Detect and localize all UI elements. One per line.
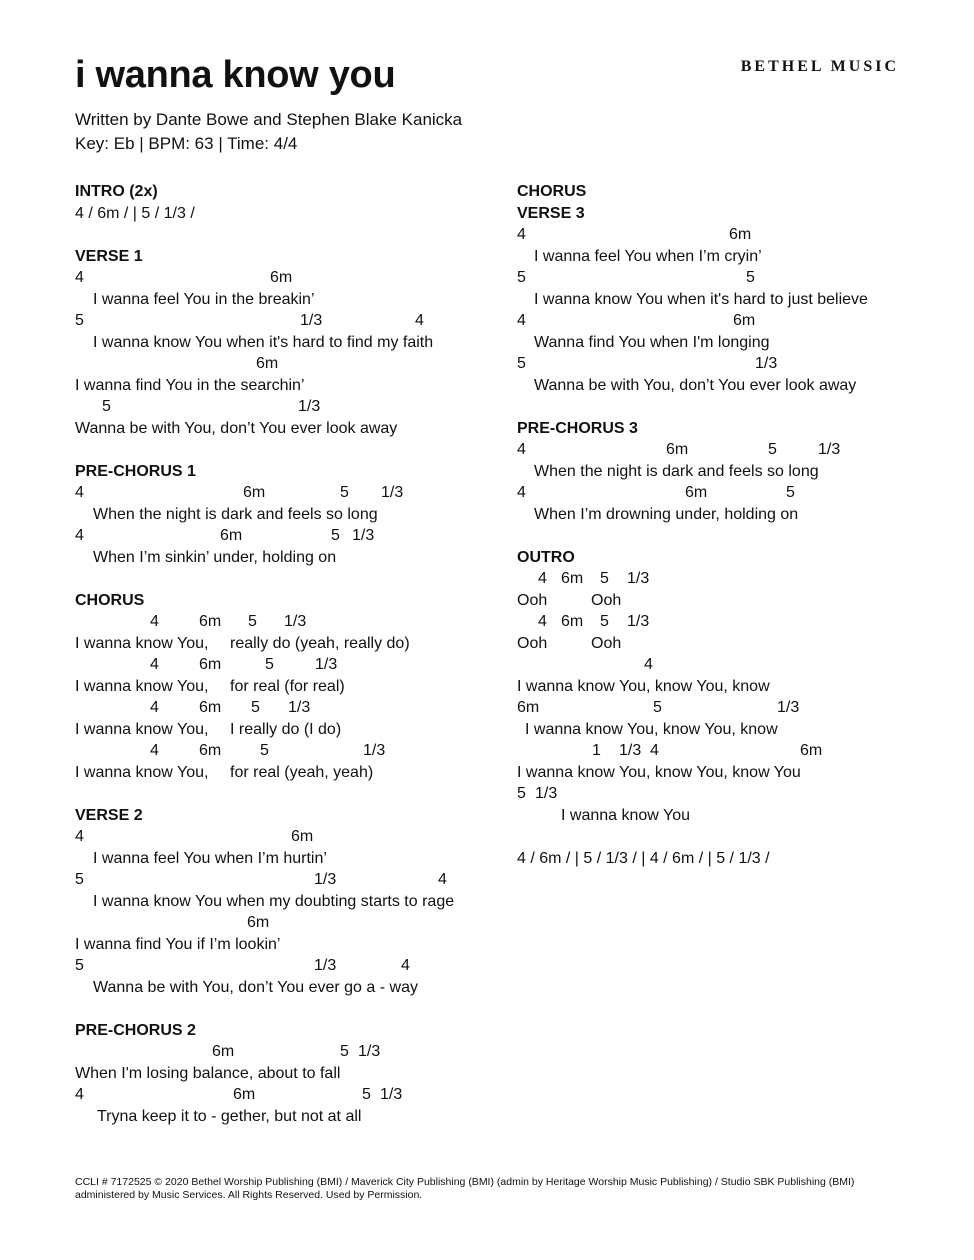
lyric: I wanna know You, know You, know You [517,763,801,781]
chord: 6m [199,613,222,630]
section-pre-chorus-1 [75,461,495,569]
chord-line [75,525,495,547]
chord-line [75,955,495,977]
lyric: I wanna feel You when I’m hurtin’ [93,849,327,867]
lyric-line [75,633,495,655]
chord: 5 [768,441,777,458]
chord: 6m [243,484,266,501]
chord: 5 [517,355,526,372]
lyric: Wanna find You when I'm longing [534,333,770,351]
chord: 1/3 [298,398,321,415]
chord: 5 [600,613,609,630]
lyric-line [517,461,937,483]
chord-line [75,482,495,504]
lyric: When I'm losing balance, about to fall [75,1064,341,1082]
song-title: i wanna know you [75,54,396,96]
section-heading: OUTRO [517,548,575,566]
lyric: for real (yeah, yeah) [230,763,374,781]
chord-line [75,611,495,633]
chord: 6m [199,742,222,759]
chord-line [75,654,495,676]
lyric-line [75,547,495,569]
chord-line [517,697,937,719]
lyric-line [517,633,937,655]
section-heading: CHORUS [75,591,145,609]
writers-credit: Written by Dante Bowe and Stephen Blake Kanicka [75,110,463,129]
lyric: really do (yeah, really do) [230,634,410,652]
chord: 1/3 [352,527,375,544]
lyric: I wanna know You, [75,634,209,652]
section-heading: VERSE 2 [75,806,143,824]
chord: 4 [415,312,424,329]
chord: 5 [248,613,257,630]
chord: 6m [800,742,823,759]
chord: 4 [517,312,526,329]
chord: 6m [729,226,752,243]
lyric-line [75,891,495,913]
chord-line [75,396,495,418]
lyric: I wanna know You, [75,677,209,695]
lyric: Ooh [517,591,548,609]
chord: 6m [199,656,222,673]
section-heading-chorus: CHORUS [517,183,587,200]
lyric: I wanna know You when it's hard to find my faith [93,333,434,351]
lyric: I wanna know You, know You, know [525,720,778,738]
chord-line [75,1041,495,1063]
chord-progression: 4 / 6m / | 5 / 1/3 / | 4 / 6m / | 5 / 1/3 / [517,849,770,867]
lyric: When I’m sinkin’ under, holding on [93,548,337,566]
chord: 4 [150,613,159,630]
chord: 1/3 [818,441,841,458]
lyric: Ooh [591,591,622,609]
lyric-line [517,246,937,268]
lyric: Wanna be with You, don’t You ever look away [534,376,857,394]
chord: 4 [650,742,659,759]
lyric-line [517,719,937,741]
chord: 5 [75,957,84,974]
chord-line [517,654,937,676]
lyric-line [517,504,937,526]
chord: 5 [600,570,609,587]
chord-line [75,310,495,332]
lyric-line [517,805,937,827]
chord: 6m [291,828,314,845]
lyric: Tryna keep it to - gether, but not at all [97,1107,362,1125]
chord: 1/3 [627,570,650,587]
chord: 4 [150,699,159,716]
section-heading: VERSE 1 [75,247,143,265]
lyric-line [75,375,495,397]
lyric: Wanna be with You, don’t You ever go a - way [93,978,418,996]
publisher-logo: BETHEL MUSIC [740,58,899,75]
lyric: When the night is dark and feels so long [534,462,819,480]
lyric: I wanna feel You when I’m cryin’ [534,247,762,265]
lyric: I wanna know You, know You, know [517,677,770,695]
chord: 4 [75,527,84,544]
chord-line [517,740,937,762]
lyric-line [75,504,495,526]
section-heading: INTRO (2x) [75,183,158,200]
chord: 5 [786,484,795,501]
lyric: When the night is dark and feels so long [93,505,378,523]
chord-line [517,267,937,289]
lyric: I wanna find You if I’m lookin’ [75,935,281,953]
lyric-line [75,762,495,784]
chord-line [75,353,495,375]
chord-line [75,203,495,225]
chord: 1/3 [300,312,323,329]
chord: 4 [150,742,159,759]
chord: 6m [517,699,540,716]
section-pre-chorus-2 [75,1020,495,1128]
section-verse-1 [75,246,495,440]
lyric: Wanna be with You, don’t You ever look away [75,419,398,437]
chord: 4 [150,656,159,673]
chord-line [75,697,495,719]
chord-line [517,310,937,332]
chord: 4 [538,570,547,587]
chord: 4 [75,1086,84,1103]
chord: 5 [362,1086,371,1103]
lyric-line [75,676,495,698]
lyric: I wanna know You, [75,720,209,738]
section-heading: PRE-CHORUS 3 [517,419,638,437]
lyric: I wanna know You when it's hard to just believe [534,290,868,308]
chord: 1/3 [381,484,404,501]
chord: 6m [212,1043,235,1060]
spacer [517,826,937,848]
chord-line [517,783,937,805]
chord: 5 [517,785,526,802]
chord: 6m [685,484,708,501]
lyric: for real (for real) [230,677,345,695]
chord: 1 [592,742,601,759]
chord: 5 [260,742,269,759]
lyric-line [75,332,495,354]
lyric-line [75,1063,495,1085]
chord: 1/3 [380,1086,403,1103]
song-details: Key: Eb | BPM: 63 | Time: 4/4 [75,134,298,153]
section-outro [517,547,937,870]
lyric-line [517,590,937,612]
chord-line [75,1084,495,1106]
chord: 1/3 [777,699,800,716]
lyric: Ooh [517,634,548,652]
chord: 6m [733,312,756,329]
section-chorus [75,590,495,784]
chord: 5 [653,699,662,716]
chord: 5 [102,398,111,415]
section-pre-chorus-3 [517,418,937,526]
chord: 6m [666,441,689,458]
copyright-line: CCLI # 7172525 © 2020 Bethel Worship Publishing (BMI) / Maverick City Publishing (BMI) (admin by Heritage Worship Music Publishing) / Studio SBK Publishing (BMI) [75,1176,855,1188]
section-heading: VERSE 3 [517,204,585,222]
chord: 5 [251,699,260,716]
lyric: Ooh [591,634,622,652]
chord: 4 [75,269,84,286]
chord: 4 [644,656,653,673]
chord: 1/3 [314,871,337,888]
chord-line [517,482,937,504]
chord: 6m [270,269,293,286]
chord: 1/3 [315,656,338,673]
lyric: I wanna know You, [75,763,209,781]
chord-progression: 4 / 6m / | 5 / 1/3 / [75,204,195,222]
chord: 6m [220,527,243,544]
chord: 4 [538,613,547,630]
section-heading: PRE-CHORUS 2 [75,1021,196,1039]
chord: 1/3 [755,355,778,372]
chord: 1/3 [288,699,311,716]
lyric-line [517,289,937,311]
chord: 1/3 [363,742,386,759]
lyric-line [517,676,937,698]
copyright-line: administered by Music Services. All Rights Reserved. Used by Permission. [75,1189,423,1201]
lyric-line [75,848,495,870]
section-verse-3 [517,203,937,397]
lyric-line [517,762,937,784]
lyric: I wanna know You when my doubting starts to rage [93,892,455,910]
chord: 4 [517,441,526,458]
chord: 1/3 [314,957,337,974]
copyright-footer [75,1176,915,1202]
chord: 4 [75,484,84,501]
chord: 1/3 [284,613,307,630]
chord: 4 [401,957,410,974]
chord: 5 [265,656,274,673]
chord-line [517,611,937,633]
chord-line [517,848,937,870]
chord-line [75,826,495,848]
chord: 5 [746,269,755,286]
lyric-line [75,977,495,999]
lyric: I wanna find You in the searchin’ [75,376,305,394]
chord: 1/3 [358,1043,381,1060]
section-verse-2 [75,805,495,999]
lyric: I really do (I do) [230,720,342,738]
chord: 6m [561,570,584,587]
chord: 5 [340,484,349,501]
section-heading: PRE-CHORUS 1 [75,462,196,480]
chord: 5 [331,527,340,544]
chart-column-left [75,181,495,1149]
chord: 4 [517,484,526,501]
lyric-line [75,289,495,311]
chord-line [75,869,495,891]
chord: 5 [75,871,84,888]
chord: 5 [340,1043,349,1060]
chord: 6m [247,914,270,931]
lyric-line [75,418,495,440]
lyric: I wanna know You [561,806,690,824]
chord: 6m [233,1086,256,1103]
chord: 1/3 [535,785,558,802]
lyric: I wanna feel You in the breakin’ [93,290,315,308]
lyric-line [75,934,495,956]
chord-line [75,740,495,762]
section-intro [75,181,495,224]
chord-line [517,353,937,375]
chord-line [517,568,937,590]
chord-line [517,224,937,246]
chord: 4 [75,828,84,845]
chord: 5 [517,269,526,286]
lyric-line [75,1106,495,1128]
lyric-line [517,332,937,354]
chord: 1/3 [627,613,650,630]
lyric-line [75,719,495,741]
chord: 5 [75,312,84,329]
chord: 4 [438,871,447,888]
lyric: When I’m drowning under, holding on [534,505,799,523]
chord-line [75,912,495,934]
chord: 6m [561,613,584,630]
chart-column-right [517,181,937,891]
chord: 4 [517,226,526,243]
chord-line [75,267,495,289]
chord: 6m [256,355,279,372]
chord: 6m [199,699,222,716]
chord: 1/3 [619,742,642,759]
lyric-line [517,375,937,397]
chord-line [517,439,937,461]
